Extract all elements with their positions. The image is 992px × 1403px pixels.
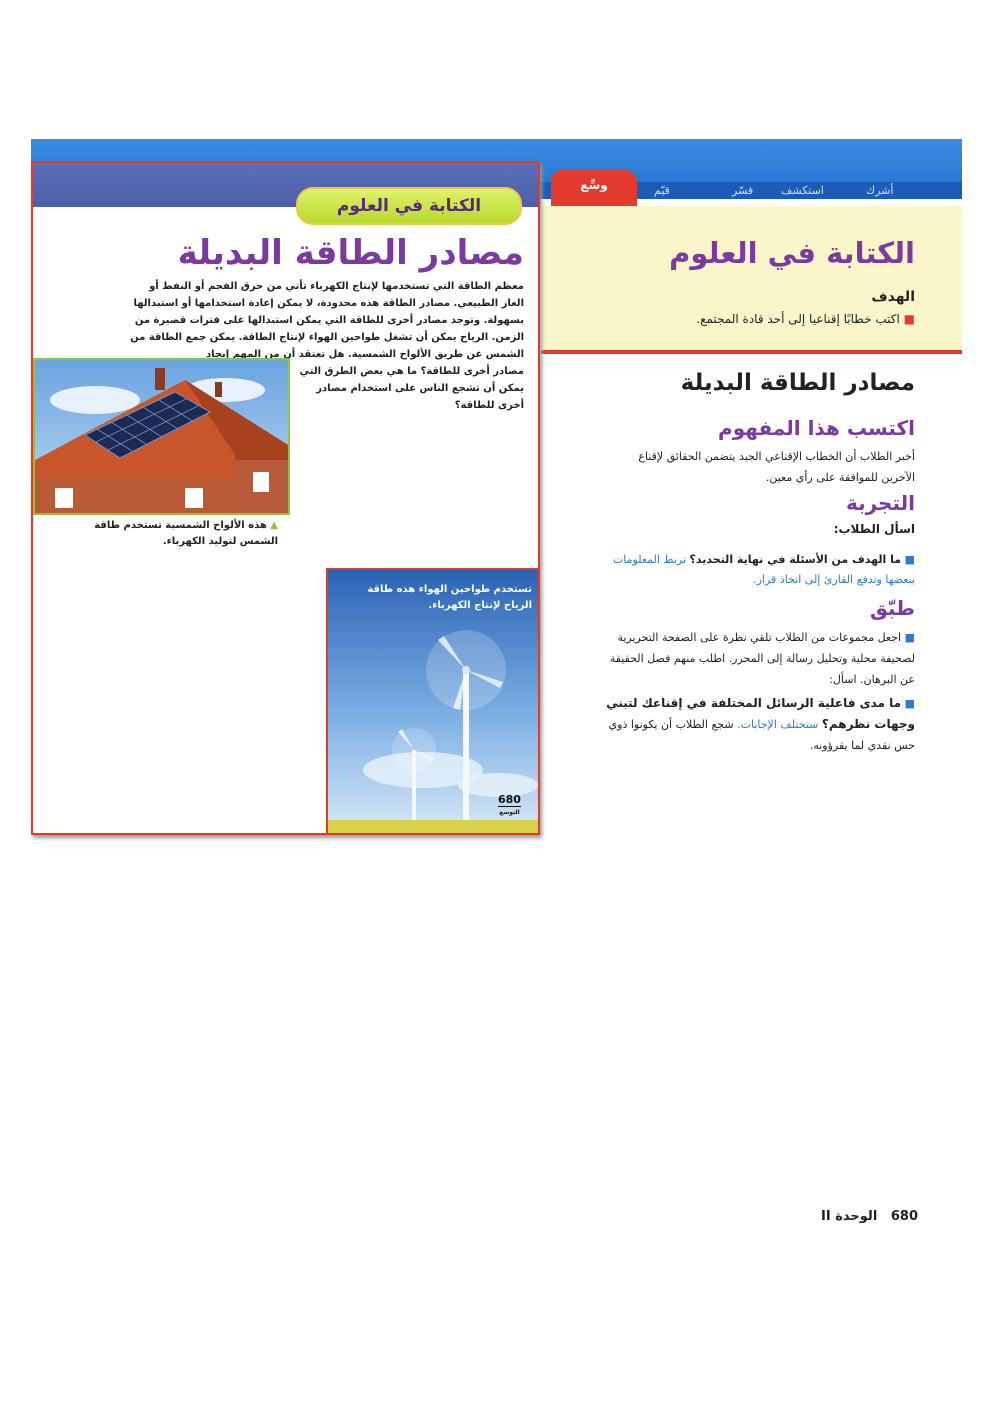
bullet-icon: ■ (903, 312, 915, 326)
question-2 (605, 693, 915, 756)
concept-heading: اكتسب هذا المفهوم (718, 416, 915, 440)
question-1 (605, 550, 915, 590)
footer-unit: الوحدة II (821, 1209, 878, 1224)
footer-page-number: 680 (890, 1209, 918, 1224)
ask-students: اسأل الطلاب: (833, 522, 915, 536)
teacher-title: الكتابة في العلوم (669, 236, 915, 270)
page-title: مصادر الطاقة البديلة (177, 233, 524, 273)
answer-2-text: ستختلف الإجابات. (737, 718, 819, 731)
section-label: الكتابة في العلوم (296, 187, 522, 225)
paragraph-1: معظم الطاقة التي تستخدمها لإنتاج الكهرباء تأتي من حرق الفحم أو النفط أو الغاز الطبيعي. مصادر الطاقة هذه محدودة، لا يمكن إعادة استخدامها أو استبدالها بسهولة. وتوجد مصادر أخرى للطاقة التي يمكن استبدالها على فترات قصيرة من الزمن. الرياح يمكن أن تشغل طواحين الهواء لإنتاج الطاقة. يمكن جمع الطاقة من الشمس عن طريق الألواح الشمسية. هل تعتقد أن من المهم إيجاد (130, 281, 524, 360)
paragraph-2: مصادر أخرى للطاقة؟ ما هي بعض الطرق التي يمكن أن تشجع الناس على استخدام مصادر أخرى للطاقة؟ (299, 366, 524, 411)
goal-item (545, 312, 915, 326)
solar-caption (93, 518, 278, 550)
solar-house-illustration (35, 360, 288, 513)
question-2-text: ما مدى فاعلية الرسائل المختلفة في إقناعك لتبني وجهات نظرهم؟ (606, 696, 915, 731)
student-page (31, 161, 540, 835)
tab-explain[interactable]: فسّر (732, 184, 754, 197)
bullet-icon: ■ (904, 553, 915, 566)
triangle-icon: ▲ (270, 520, 278, 531)
copyright-credit (43, 613, 53, 798)
concept-text: أخبر الطلاب أن الخطاب الإقناعي الجيد يتضمن الحقائق لإقناع الآخرين للموافقة على رأي معين. (638, 450, 915, 484)
apply-text: اجعل مجموعات من الطلاب تلقي نظرة على الصفحة التحريرية لصحيفة محلية وتحليل رسالة إلى المحرر. اطلب منهم فصل الحقيقة عن البرهان. اسأل: (609, 631, 915, 686)
question-1-text: ما الهدف من الأسئلة في نهاية التحديد؟ (689, 553, 902, 566)
answer-1-text: تربط المعلومات ببعضها وتدفع القارئ إلى اتخاذ قرار. (612, 553, 915, 586)
bullet-icon: ■ (904, 697, 915, 710)
student-page-label: التوسع (499, 809, 520, 816)
tab-extend[interactable]: وسِّع (551, 170, 637, 206)
tab-engage[interactable]: أشرك (866, 184, 894, 197)
apply-heading: طبّق (869, 596, 915, 620)
goal-heading: الهدف (871, 289, 915, 305)
solar-panel-photo (33, 358, 290, 515)
goal-text: اكتب خطابًا إقناعيا إلى أحد قادة المجتمع. (696, 312, 900, 326)
student-page-number-value: 680 (498, 793, 521, 806)
student-page-number (498, 794, 521, 819)
tab-explore[interactable]: استكشف (781, 184, 824, 197)
apply-item (605, 627, 915, 690)
wind-turbine-photo (326, 568, 540, 835)
teacher-header-panel (541, 206, 962, 350)
solar-caption-text: هذه الألواح الشمسية تستخدم طاقة الشمس لتوليد الكهرباء. (94, 520, 278, 547)
experience-heading: التجربة (845, 491, 915, 515)
divider (541, 350, 962, 354)
tab-evaluate[interactable]: قيّم (654, 184, 670, 197)
wind-caption: تستخدم طواحين الهواء هذه طاقة الرياح لإنتاج الكهرباء. (367, 584, 532, 611)
page-footer (815, 1209, 918, 1224)
teacher-subtitle: مصادر الطاقة البديلة (680, 370, 915, 396)
bullet-icon: ■ (904, 631, 915, 644)
question-2-tail: شجع الطلاب أن يكونوا ذوي حس نقدي لما يقرؤونه. (608, 718, 915, 752)
